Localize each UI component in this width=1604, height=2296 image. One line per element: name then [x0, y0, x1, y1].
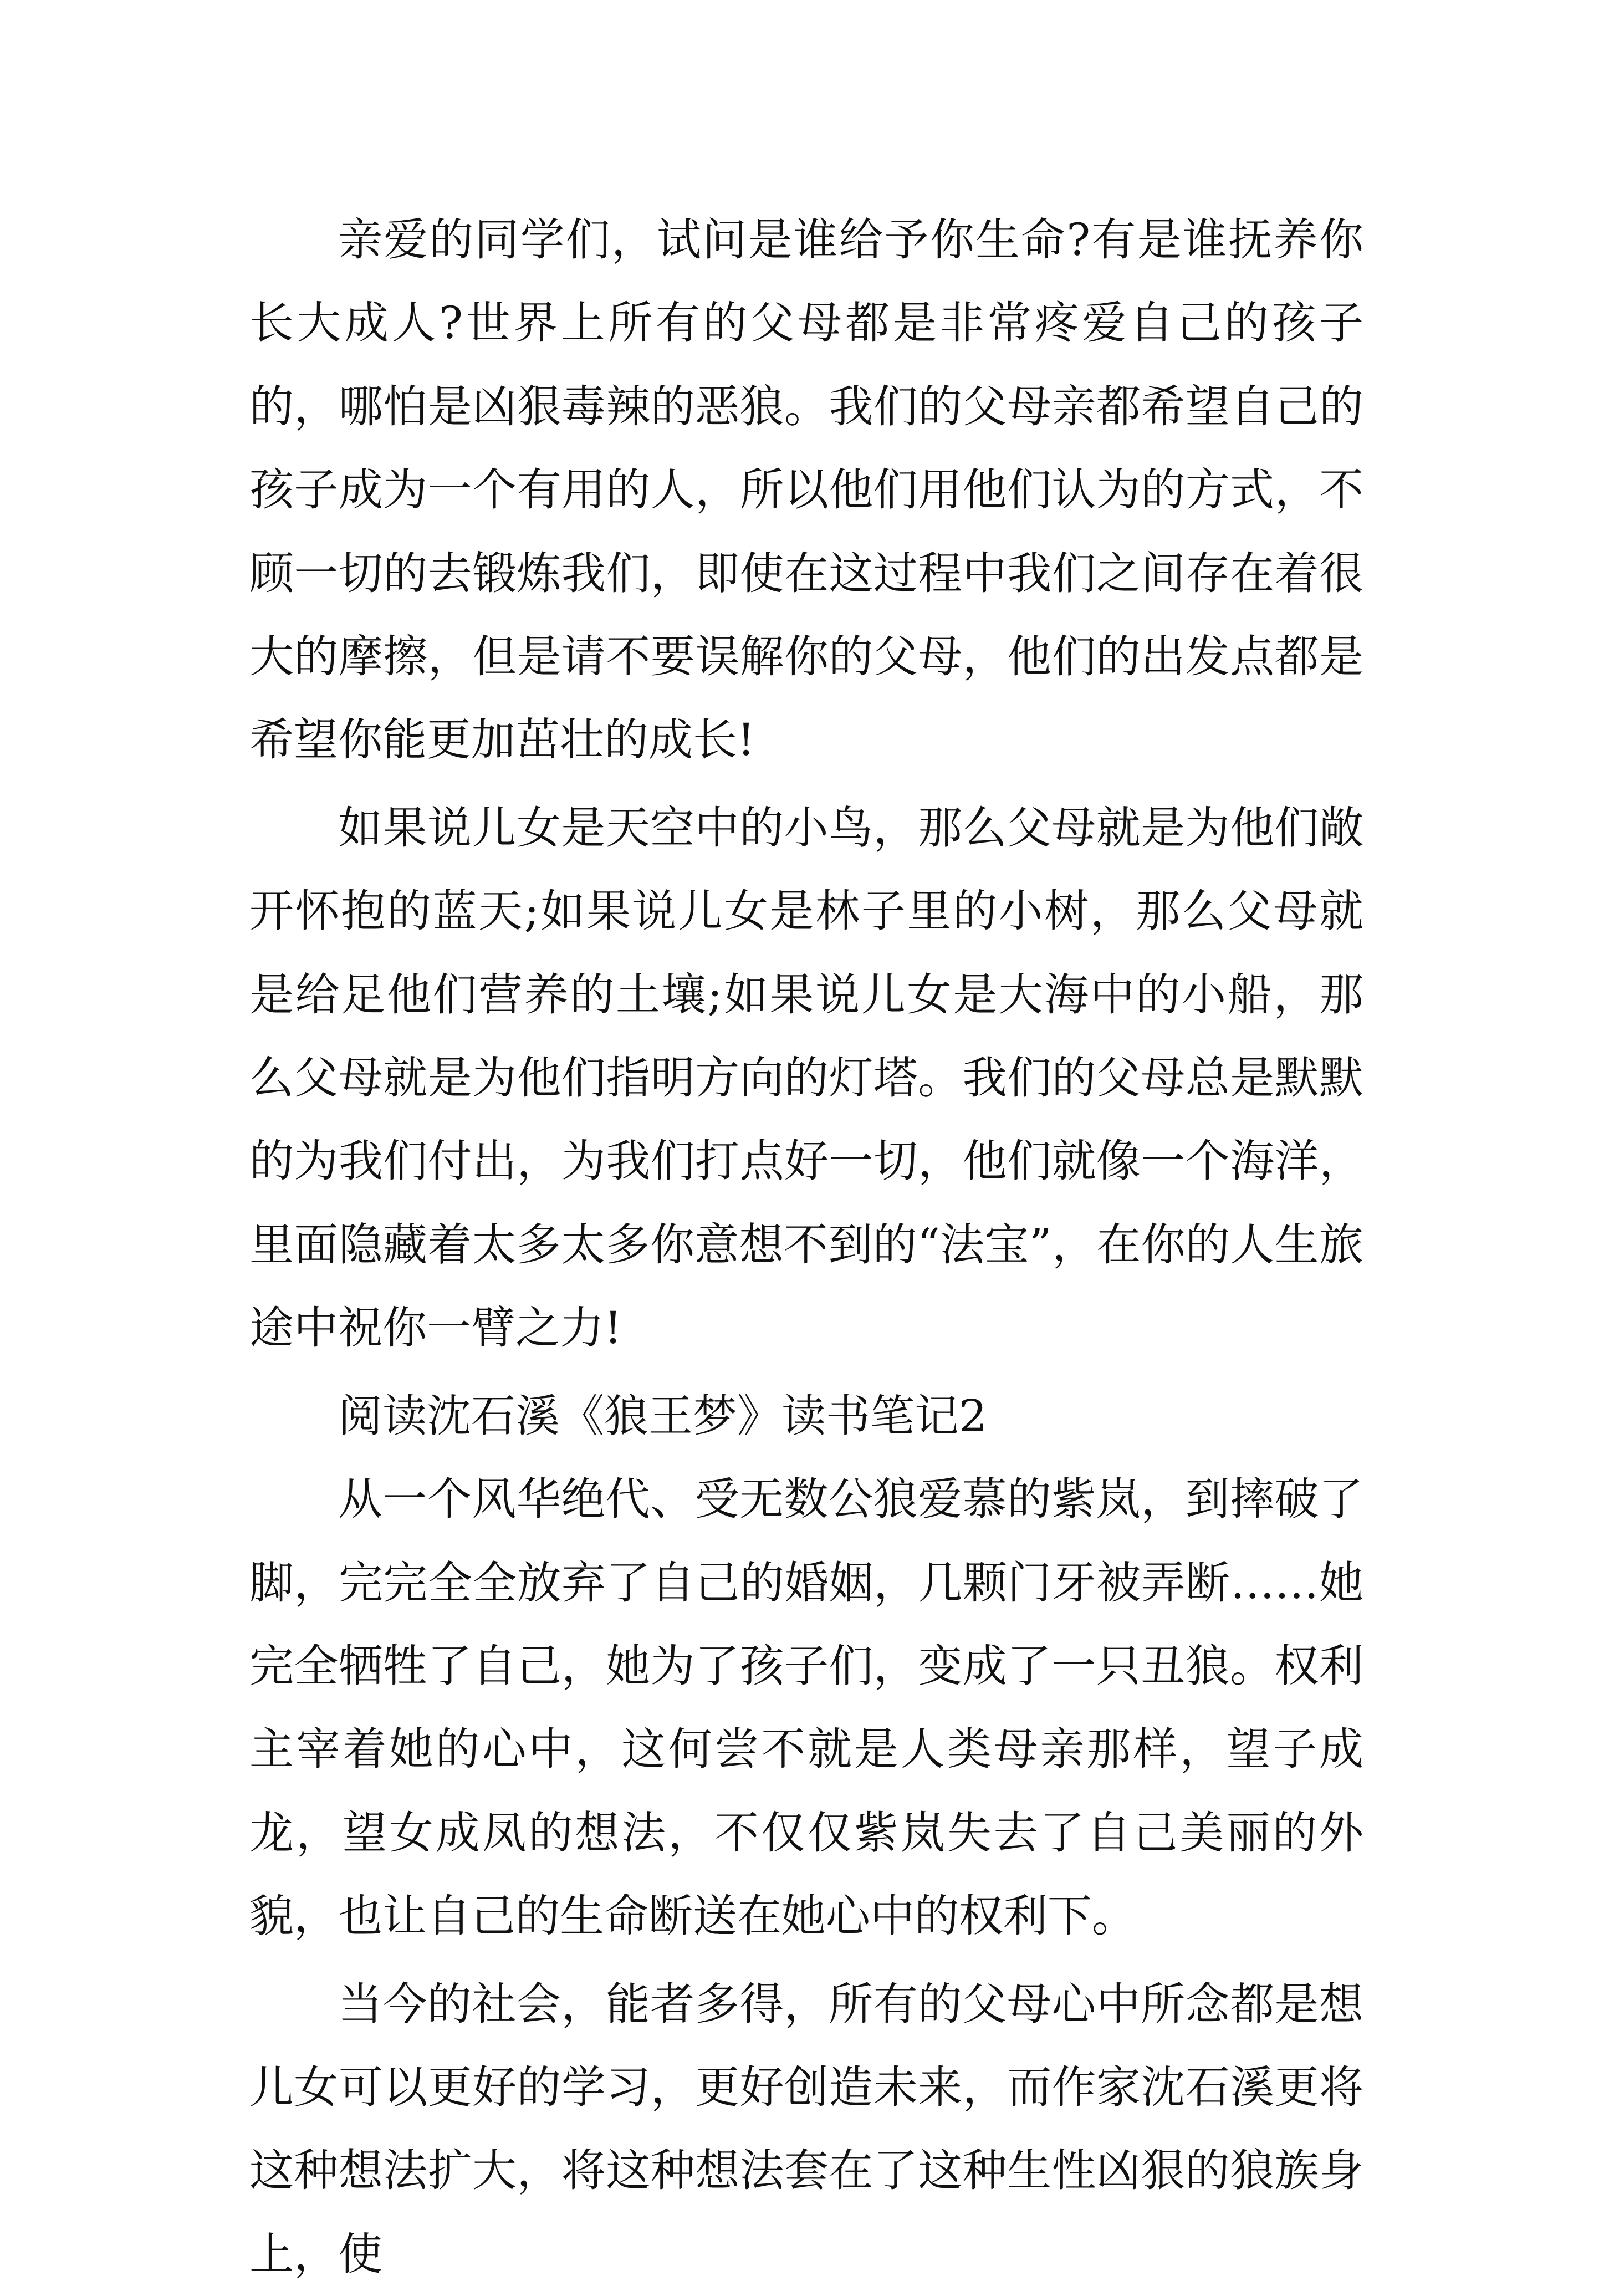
paragraph-4: 当今的社会，能者多得，所有的父母心中所念都是想儿女可以更好的学习，更好创造未来，而作家沈石溪更将这种想法扩大，将这种想法套在了这种生性凶狠的狼族身上，使 — [249, 1978, 1363, 2280]
paragraph-3: 从一个风华绝代、受无数公狼爱慕的紫岚，到摔破了脚，完完全全放弃了自己的婚姻，几颗门牙被弄断……她完全牺牲了自己，她为了孩子们，变成了一只丑狼。权利主宰着她的心中，这何尝不就是人类母亲那样，望子成龙，望女成凤的想法，不仅仅紫岚失去了自己美丽的外貌，也让自己的生命断送在她心中的权利下。 — [249, 1473, 1363, 1942]
paragraph-gap — [249, 1958, 1363, 1963]
paragraph-1: 亲爱的同学们，试问是谁给予你生命?有是谁抚养你长大成人?世界上所有的父母都是非常疼爱自己的孩子的，哪怕是凶狠毒辣的恶狼。我们的父母亲都希望自己的孩子成为一个有用的人，所以他们用他们认为的方式，不顾一切的去锻炼我们，即使在这过程中我们之间存在着很大的摩擦，但是请不要误解你的父母，他们的出发点都是希望你能更加茁壮的成长! — [249, 214, 1363, 766]
paragraph-gap — [249, 1370, 1363, 1375]
document-body — [249, 198, 1363, 2296]
paragraph-2: 如果说儿女是天空中的小鸟，那么父母就是为他们敞开怀抱的蓝天;如果说儿女是林子里的小树，那么父母就是给足他们营养的土壤;如果说儿女是大海中的小船，那么父母就是为他们指明方向的灯塔。我们的父母总是默默的为我们付出，为我们打点好一切，他们就像一个海洋，里面隐藏着太多太多你意想不到的“法宝”，在你的人生旅途中祝你一臂之力! — [249, 802, 1363, 1354]
section-title: 阅读沈石溪《狼王梦》读书笔记2 — [338, 1390, 987, 1442]
paragraph-gap — [249, 782, 1363, 787]
